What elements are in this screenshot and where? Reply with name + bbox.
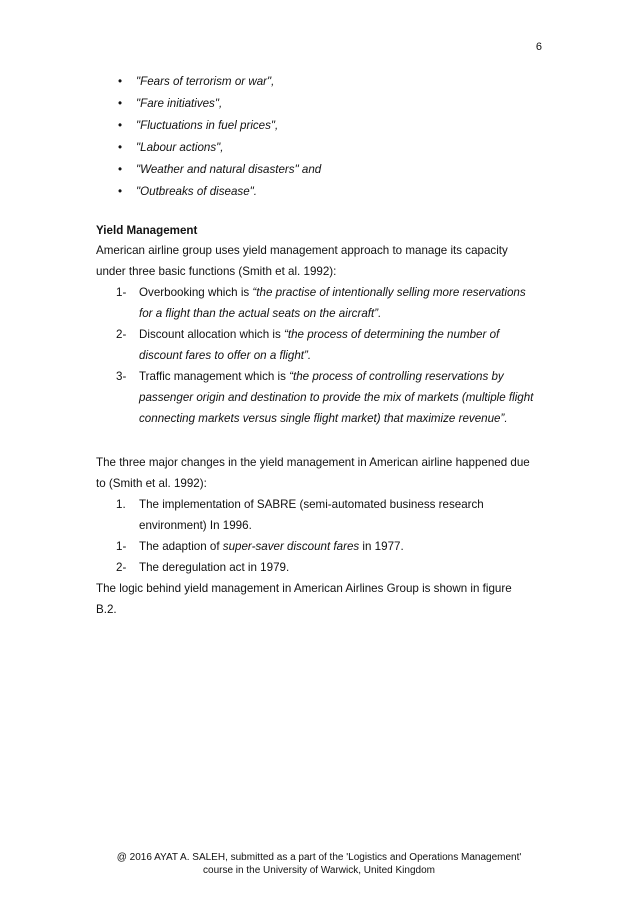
page-content [96, 72, 546, 621]
list-item: 3- Traffic management which is “the process of controlling reservations by passenger origin and destination to provide the mix of markets (multiple flight connecting markets versus single flight market) that maximize revenue”. [96, 367, 546, 430]
bullet-icon: • [118, 75, 123, 88]
changes-list [96, 495, 546, 579]
functions-list [96, 283, 546, 430]
list-marker: 2- [116, 561, 127, 574]
list-item: • "Fluctuations in fuel prices", [96, 116, 546, 138]
bullet-icon: • [118, 97, 123, 110]
bullet-icon: • [118, 119, 123, 132]
list-marker: 2- [116, 328, 127, 341]
list-marker: 1. [116, 498, 126, 511]
factor-bullet-list [96, 72, 546, 204]
list-item: 1- Overbooking which is “the practise of intentionally selling more reservations for a flight than the actual seats on the aircraft”. [96, 283, 546, 325]
page-footer: @ 2016 AYAT A. SALEH, submitted as a part of the 'Logistics and Operations Management' course in the University of Warwick, United Kingdom [116, 852, 522, 876]
list-item: • "Weather and natural disasters" and [96, 160, 546, 182]
intro-paragraph: American airline group uses yield management approach to manage its capacity under three basic functions (Smith et al. 1992): [96, 244, 508, 278]
bullet-icon: • [118, 163, 123, 176]
closing-paragraph: The logic behind yield management in American Airlines Group is shown in figure B.2. [96, 582, 512, 616]
list-marker: 1- [116, 286, 127, 299]
section-heading: Yield Management [96, 224, 198, 237]
page-number: 6 [535, 41, 542, 53]
bullet-icon: • [118, 185, 123, 198]
list-marker: 1- [116, 540, 127, 553]
list-item: • "Fears of terrorism or war", [96, 72, 546, 94]
list-item: • "Labour actions", [96, 138, 546, 160]
changes-paragraph: The three major changes in the yield management in American airline happened due to (Smith et al. 1992): [96, 456, 530, 490]
list-item: 1- The adaption of super-saver discount fares in 1977. [96, 537, 546, 558]
list-item: • "Outbreaks of disease". [96, 182, 546, 204]
list-item: 2- Discount allocation which is “the process of determining the number of discount fares to offer on a flight”. [96, 325, 546, 367]
list-item: 2- The deregulation act in 1979. [96, 558, 546, 579]
list-marker: 3- [116, 370, 127, 383]
list-item: • "Fare initiatives", [96, 94, 546, 116]
list-item: 1. The implementation of SABRE (semi-automated business research environment) In 1996. [96, 495, 546, 537]
bullet-icon: • [118, 141, 123, 154]
